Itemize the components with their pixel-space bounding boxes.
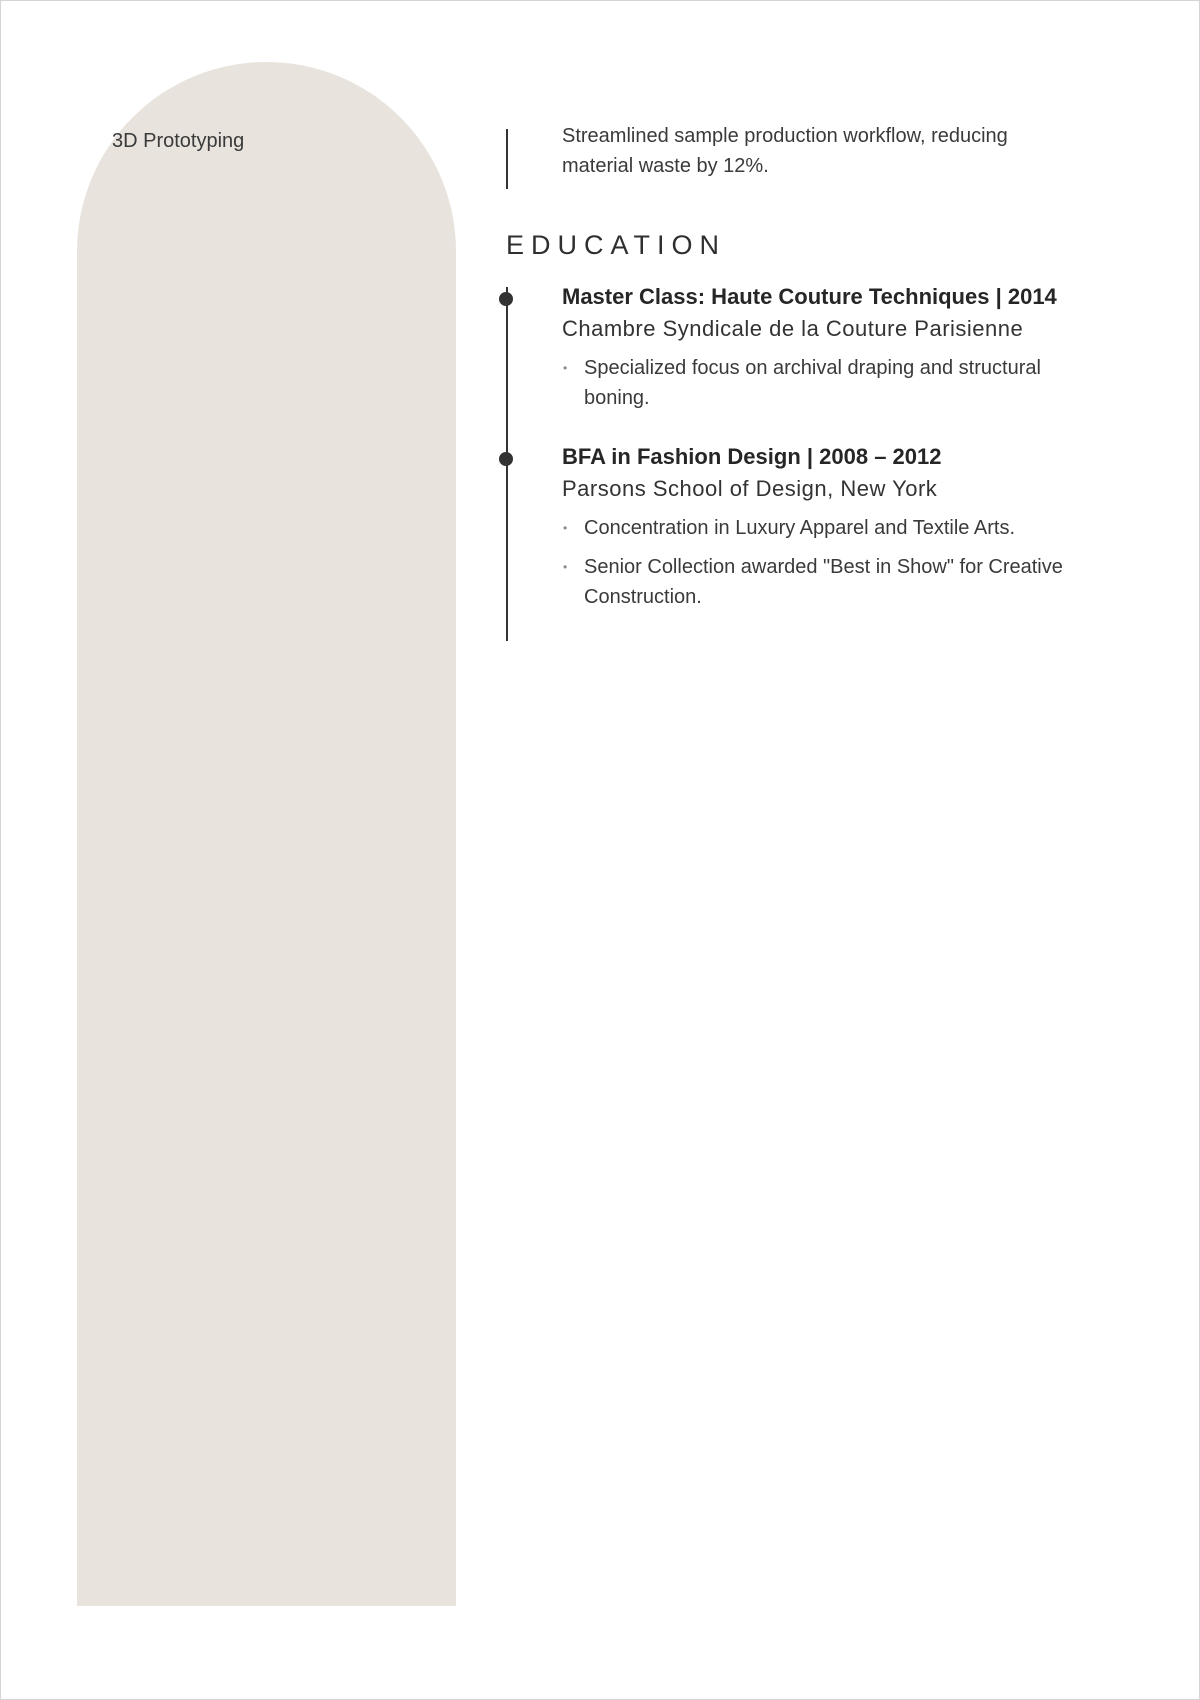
education-bullet-item [562, 513, 1066, 543]
timeline-dot-icon [499, 452, 513, 466]
bullet-icon: • [563, 361, 568, 375]
education-timeline [506, 285, 1066, 612]
education-bullet-text: Senior Collection awarded "Best in Show" for Creative Construction. [584, 556, 1063, 608]
education-entry-institution: Chambre Syndicale de la Couture Parisienne [562, 316, 1024, 341]
education-entry-title: Master Class: Haute Couture Techniques | 2014 [562, 284, 1057, 309]
experience-continuation [506, 121, 1066, 181]
timeline-dot-icon [499, 292, 513, 306]
education-entry-bullets [562, 513, 1066, 612]
bullet-icon: • [563, 560, 568, 574]
education-entry-bullets [562, 353, 1066, 413]
education-bullet-item [562, 353, 1066, 413]
experience-achievement-text: Streamlined sample production workflow, reducing material waste by 12%. [562, 125, 1008, 177]
education-entry [562, 285, 1066, 413]
sidebar-arch-background [77, 62, 456, 1606]
education-bullet-item [562, 552, 1066, 612]
education-entry [562, 445, 1066, 612]
education-entry-title: BFA in Fashion Design | 2008 – 2012 [562, 444, 942, 469]
education-entry-institution: Parsons School of Design, New York [562, 476, 938, 501]
bullet-icon: • [563, 521, 568, 535]
experience-timeline-line [506, 129, 508, 189]
education-heading: EDUCATION [506, 230, 727, 260]
education-bullet-text: Specialized focus on archival draping and structural boning. [584, 357, 1041, 409]
main-column [506, 121, 1066, 612]
sidebar-skill-item: 3D Prototyping [112, 130, 245, 152]
education-bullet-text: Concentration in Luxury Apparel and Textile Arts. [584, 517, 1015, 539]
